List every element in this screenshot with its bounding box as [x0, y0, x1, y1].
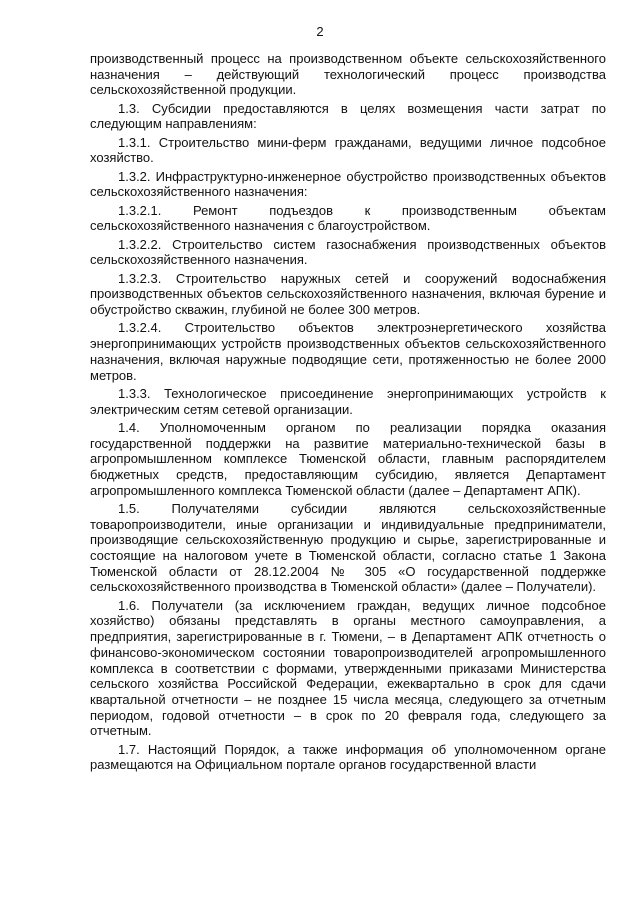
paragraph-1-4: 1.4. Уполномоченным органом по реализации порядка оказания государственной поддержки на развитие материально-технической базы в агропромышленном комплексе Тюменской области, главным распорядителем бюджетных средств, предоставляющим субсидию, является Департамент агропромышленного комплекса Тюменской области (далее – Департамент АПК). — [90, 419, 606, 498]
paragraph-1-5: 1.5. Получателями субсидии являются сельскохозяйственные товаропроизводители, иные организации и индивидуальные предприниматели, производящие сельскохозяйственную продукцию и сырье, зарегистрированные и состоящие на налоговом учете в Тюменской области, согласно статье 1 Закона Тюменской области от 28.12.2004 № 305 «О государственной поддержке сельскохозяйственного производства в Тюменской области» (далее – Получатели). — [90, 500, 606, 595]
paragraph-1-6: 1.6. Получатели (за исключением граждан, ведущих личное подсобное хозяйство) обязаны представлять в органы местного самоуправления, а предприятия, зарегистрированные в г. Тюмени, – в Департамент АПК отчетность о финансово-экономическом состоянии товаропроизводителей агропромышленного комплекса в соответствии с формами, утвержденными приказами Министерства сельского хозяйства Российской Федерации, ежеквартально в срок для сдачи квартальной отчетности – не позднее 15 числа месяца, следующего за отчетным периодом, годовой отчетности – в срок по 20 февраля года, следующего за отчетным. — [90, 597, 606, 739]
paragraph-continuation: производственный процесс на производственном объекте сельскохозяйственного назначения – действующий технологический процесс производства сельскохозяйственной продукции. — [90, 51, 606, 98]
paragraph-1-3-2-4: 1.3.2.4. Строительство объектов электроэнергетического хозяйства энергопринимающих устройств производственных объектов сельскохозяйственного назначения, включая наружные подводящие сети, протяженностью не более 2000 метров. — [90, 320, 606, 383]
paragraph-1-3-3: 1.3.3. Технологическое присоединение энергопринимающих устройств к электрическим сетям сетевой организации. — [90, 385, 606, 417]
paragraph-1-3-1: 1.3.1. Строительство мини-ферм гражданами, ведущими личное подсобное хозяйство. — [90, 134, 606, 166]
paragraph-1-3-2-1: 1.3.2.1. Ремонт подъездов к производственным объектам сельскохозяйственного назначения с благоустройством. — [90, 202, 606, 234]
paragraph-1-3-2: 1.3.2. Инфраструктурно-инженерное обустройство производственных объектов сельскохозяйственного назначения: — [90, 168, 606, 200]
page-number: 2 — [316, 24, 324, 39]
paragraph-1-3-2-3: 1.3.2.3. Строительство наружных сетей и сооружений водоснабжения производственных объектов сельскохозяйственного назначения, включая бурение и обустройство скважин, глубиной не более 300 метров. — [90, 270, 606, 318]
document-body — [90, 51, 606, 776]
paragraph-1-3-2-2: 1.3.2.2. Строительство систем газоснабжения производственных объектов сельскохозяйственного назначения. — [90, 236, 606, 268]
paragraph-1-7: 1.7. Настоящий Порядок, а также информация об уполномоченном органе размещаются на Официальном портале органов государственной власти — [90, 741, 606, 773]
paragraph-1-3: 1.3. Субсидии предоставляются в целях возмещения части затрат по следующим направлениям: — [90, 100, 606, 132]
